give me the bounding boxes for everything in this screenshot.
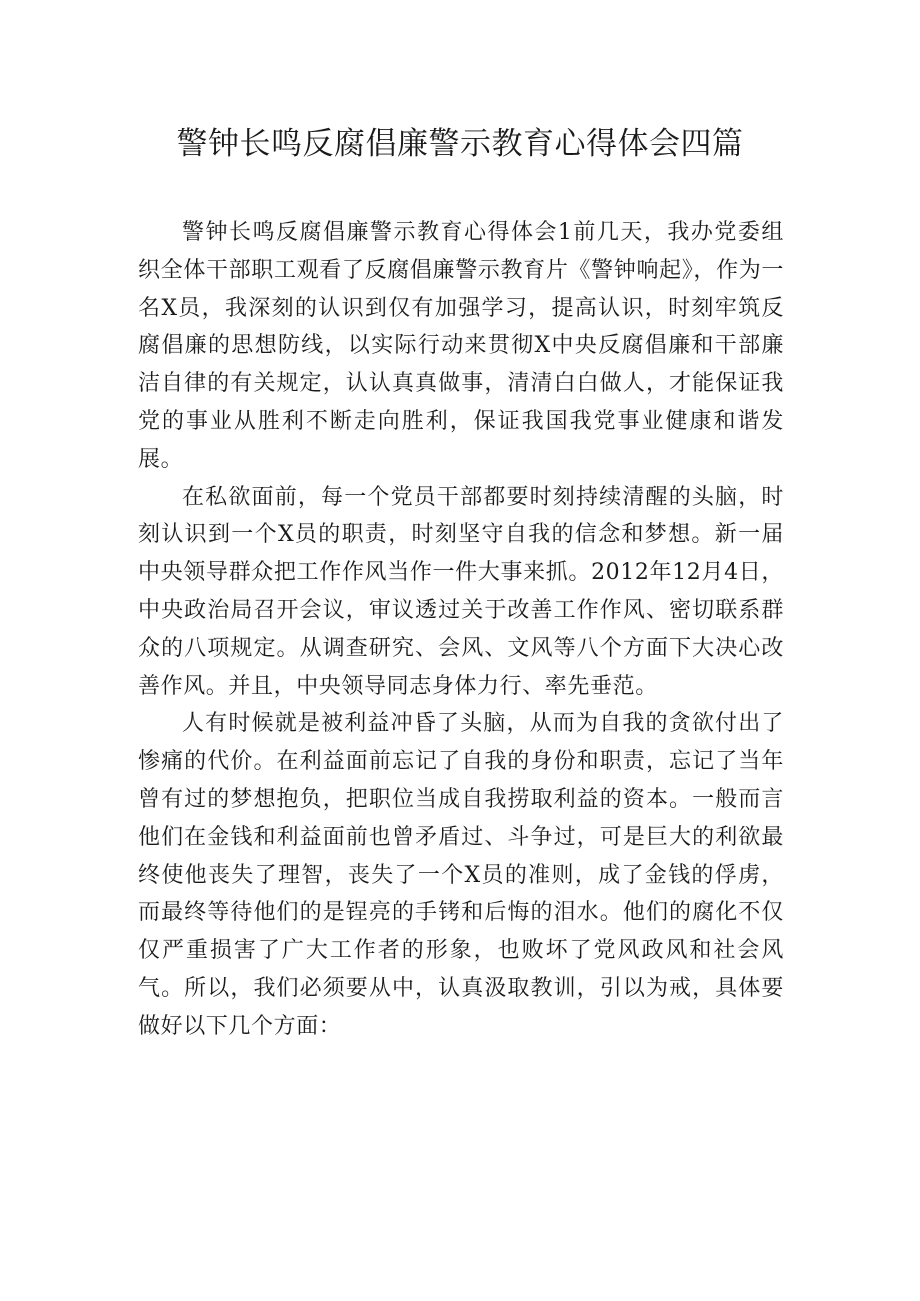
paragraph-2: 在私欲面前，每一个党员干部都要时刻持续清醒的头脑，时刻认识到一个X员的职责，时刻坚守自我的信念和梦想。新一届中央领导群众把工作作风当作一件大事来抓。2012年12月4日，中央政治局召开会议，审议透过关于改善工作作风、密切联系群众的八项规定。从调查研究、会风、文风等八个方面下大决心改善作风。并且，中央领导同志身体力行、率先垂范。 (138, 484, 784, 699)
document-body (138, 214, 784, 1046)
document-title: 警钟长鸣反腐倡廉警示教育心得体会四篇 (176, 126, 744, 162)
paragraph-3: 人有时候就是被利益冲昏了头脑，从而为自我的贪欲付出了惨痛的代价。在利益面前忘记了自我的身份和职责，忘记了当年曾有过的梦想抱负，把职位当成自我捞取利益的资本。一般而言他们在金钱和利益面前也曾矛盾过、斗争过，可是巨大的利欲最终使他丧失了理智，丧失了一个X员的准则，成了金钱的俘虏，而最终等待他们的是锃亮的手铐和后悔的泪水。他们的腐化不仅仅严重损害了广大工作者的形象，也败坏了党风政风和社会风气。所以，我们必须要从中，认真汲取教训，引以为戒，具体要做好以下几个方面： (138, 711, 784, 1039)
paragraph-1: 警钟长鸣反腐倡廉警示教育心得体会1前几天，我办党委组织全体干部职工观看了反腐倡廉警示教育片《警钟响起》，作为一名X员，我深刻的认识到仅有加强学习，提高认识，时刻牢筑反腐倡廉的思想防线，以实际行动来贯彻X中央反腐倡廉和干部廉洁自律的有关规定，认认真真做事，清清白白做人，才能保证我党的事业从胜利不断走向胜利，保证我国我党事业健康和谐发展。 (138, 220, 784, 472)
